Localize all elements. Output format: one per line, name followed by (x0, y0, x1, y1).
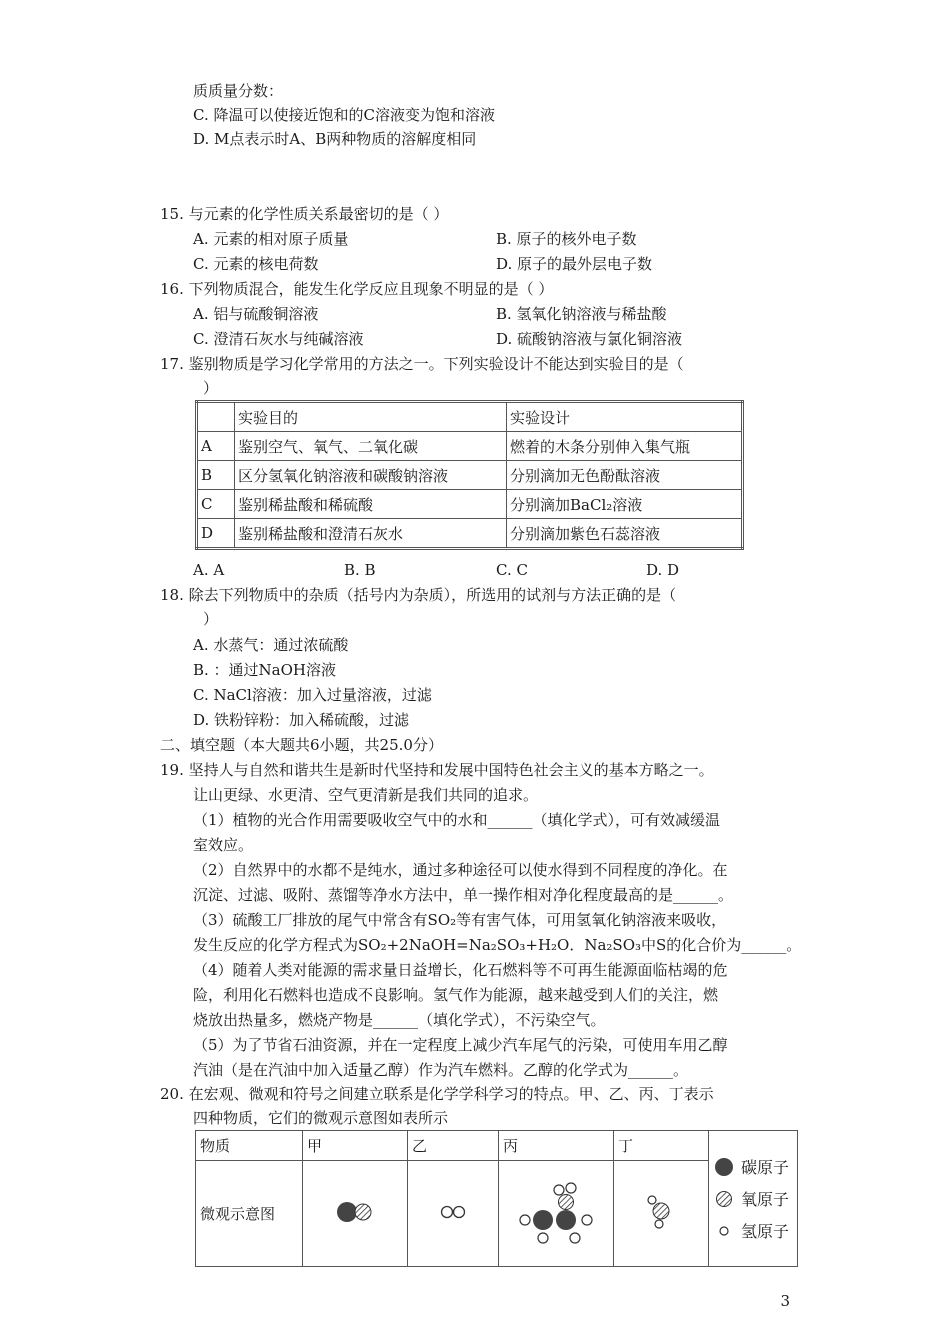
carbon-atom-icon (713, 1156, 735, 1178)
question-17-stem-end: ） (203, 379, 219, 397)
table-cell: 分别滴加BaCl₂溶液 (507, 490, 743, 519)
question-19-line: 19. 坚持人与自然和谐共生是新时代坚持和发展中国特色社会主义的基本方略之一。 (160, 761, 714, 779)
option-a: A. 元素的相对原子质量 (193, 230, 349, 248)
table-cell: 区分氢氧化钠溶液和碳酸钠溶液 (235, 461, 507, 490)
table-header-cell: 乙 (408, 1131, 499, 1161)
molecule-ding-icon (636, 1187, 686, 1237)
option-a: A. 铝与硫酸铜溶液 (193, 305, 319, 323)
table-cell: 燃着的木条分别伸入集气瓶 (507, 432, 743, 461)
question-15-stem: 15. 与元素的化学性质关系最密切的是（ ） (160, 205, 449, 223)
table-cell (303, 1161, 408, 1267)
question-19-line: （2）自然界中的水都不是纯水，通过多种途径可以使水得到不同程度的净化。在 (193, 861, 728, 879)
table-header-cell: 实验设计 (507, 402, 743, 432)
table-header-cell (197, 402, 235, 432)
table-header-row (197, 402, 743, 432)
option-d: D. D (646, 561, 680, 579)
question-19-line: 沉淀、过滤、吸附、蒸馏等净水方法中，单一操作相对净化程度最高的是______。 (193, 886, 734, 904)
option-d: D. 硫酸钠溶液与氯化铜溶液 (496, 330, 683, 348)
table-row (197, 432, 743, 461)
table-cell (614, 1161, 709, 1267)
table-row (197, 519, 743, 549)
molecule-jia-icon (325, 1192, 385, 1232)
legend-oxygen (713, 1183, 793, 1215)
table-cell: 分别滴加紫色石蕊溶液 (507, 519, 743, 549)
section-heading: 二、填空题（本大题共6小题，共25.0分） (160, 736, 443, 754)
option-c: C. C (496, 561, 528, 579)
table-row (197, 461, 743, 490)
table-cell: 分别滴加无色酚酞溶液 (507, 461, 743, 490)
option-d: D. M点表示时A、B两种物质的溶解度相同 (193, 130, 477, 148)
page-number: 3 (780, 1292, 790, 1310)
table-header-row (196, 1131, 798, 1161)
molecule-yi-icon (428, 1192, 478, 1232)
legend-label: 氢原子 (741, 1222, 790, 1241)
legend-cell (709, 1131, 798, 1267)
table-cell: B (197, 461, 235, 490)
question-17-stem: 17. 鉴别物质是学习化学常用的方法之一。下列实验设计不能达到实验目的是（ (160, 355, 684, 373)
option-c: C. 降温可以使接近饱和的C溶液变为饱和溶液 (193, 106, 495, 124)
table-cell: 微观示意图 (196, 1161, 303, 1267)
question-19-line: 发生反应的化学方程式为SO₂+2NaOH=Na₂SO₃+H₂O．Na₂SO₃中S的化合价为______。 (193, 936, 802, 954)
question-19-line: （4）随着人类对能源的需求量日益增长，化石燃料等不可再生能源面临枯竭的危 (193, 961, 728, 979)
question-18-stem-end: ） (203, 610, 219, 628)
legend-hydrogen (713, 1215, 793, 1247)
question-19-line: 室效应。 (193, 836, 254, 854)
option-d: D. 铁粉锌粉：加入稀硫酸，过滤 (193, 711, 410, 729)
option-b: B. ：通过NaOH溶液 (193, 661, 337, 679)
option-b: B. 氢氧化钠溶液与稀盐酸 (496, 305, 667, 323)
molecule-bing-icon (511, 1172, 601, 1252)
table-cell: D (197, 519, 235, 549)
option-b: B. B (344, 561, 376, 579)
option-c: C. NaCl溶液：加入过量溶液，过滤 (193, 686, 432, 704)
table-row (196, 1161, 798, 1267)
question-20-table (195, 1130, 798, 1267)
question-20-line: 20. 在宏观、微观和符号之间建立联系是化学学科学习的特点。甲、乙、丙、丁表示 (160, 1085, 714, 1103)
option-c: C. 元素的核电荷数 (193, 255, 319, 273)
oxygen-atom-icon (713, 1188, 735, 1210)
table-header-cell: 丙 (499, 1131, 614, 1161)
table-cell: 鉴别空气、氧气、二氧化碳 (235, 432, 507, 461)
table-cell: C (197, 490, 235, 519)
legend-carbon (713, 1151, 793, 1183)
table-row (197, 490, 743, 519)
question-19-line: 险，利用化石燃料也造成不良影响。氢气作为能源，越来越受到人们的关注，燃 (193, 986, 719, 1004)
question-19-line: 让山更绿、水更清、空气更清新是我们共同的追求。 (193, 786, 539, 804)
table-header-cell: 物质 (196, 1131, 303, 1161)
table-cell: A (197, 432, 235, 461)
legend-label: 碳原子 (741, 1158, 790, 1177)
option-c: C. 澄清石灰水与纯碱溶液 (193, 330, 364, 348)
table-cell: 鉴别稀盐酸和澄清石灰水 (235, 519, 507, 549)
option-b: B. 原子的核外电子数 (496, 230, 637, 248)
question-16-stem: 16. 下列物质混合，能发生化学反应且现象不明显的是（ ） (160, 280, 554, 298)
question-20-line: 四种物质，它们的微观示意图如表所示 (193, 1109, 449, 1127)
question-19-line: 烧放出热量多，燃烧产物是______（填化学式），不污染空气。 (193, 1011, 606, 1029)
table-cell: 鉴别稀盐酸和稀硫酸 (235, 490, 507, 519)
question-17-table (195, 400, 744, 550)
table-cell (408, 1161, 499, 1267)
question-18-stem: 18. 除去下列物质中的杂质（括号内为杂质），所选用的试剂与方法正确的是（ (160, 586, 677, 604)
option-d: D. 原子的最外层电子数 (496, 255, 653, 273)
question-19-line: （1）植物的光合作用需要吸收空气中的水和______（填化学式），可有效减缓温 (193, 811, 721, 829)
option-a: A. 水蒸气：通过浓硫酸 (193, 636, 349, 654)
option-a: A. A (193, 561, 225, 579)
table-header-cell: 甲 (303, 1131, 408, 1161)
table-cell (499, 1161, 614, 1267)
question-19-line: （5）为了节省石油资源，并在一定程度上减少汽车尾气的污染，可使用车用乙醇 (193, 1036, 728, 1054)
question-19-line: （3）硫酸工厂排放的尾气中常含有SO₂等有害气体，可用氢氧化钠溶液来吸收， (193, 911, 727, 929)
table-header-cell: 丁 (614, 1131, 709, 1161)
text-line: 质质量分数： (193, 82, 284, 100)
table-header-cell: 实验目的 (235, 402, 507, 432)
hydrogen-atom-icon (713, 1220, 735, 1242)
legend-label: 氧原子 (741, 1190, 790, 1209)
question-19-line: 汽油（是在汽油中加入适量乙醇）作为汽车燃料。乙醇的化学式为______。 (193, 1061, 689, 1079)
